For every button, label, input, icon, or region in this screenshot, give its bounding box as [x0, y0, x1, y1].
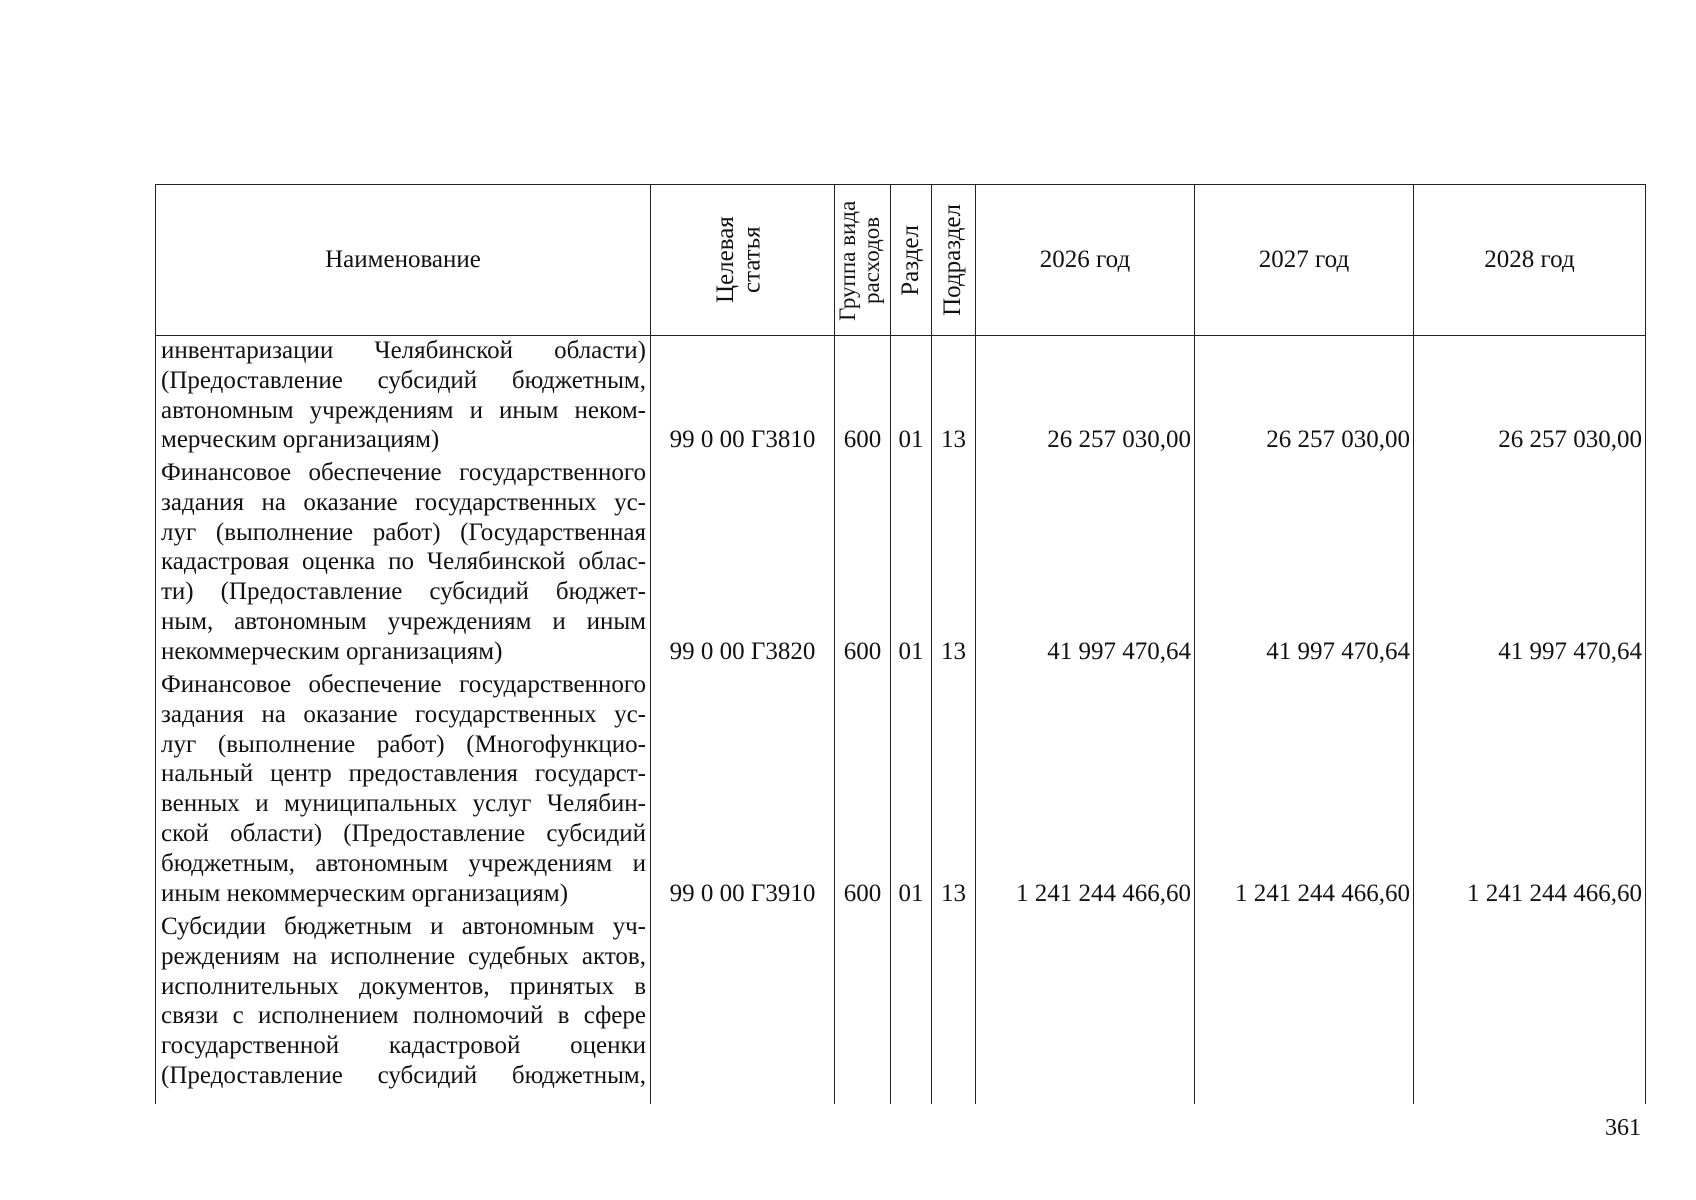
- row-amount-2028: [1414, 912, 1646, 1104]
- name-line: луг (выполнение работ) (Государственная: [161, 518, 646, 546]
- header-year-2028: 2028 год: [1414, 185, 1646, 336]
- row-expense-group: [835, 912, 891, 1104]
- row-section: 01: [891, 670, 932, 912]
- row-amount-2026: 41 997 470,64: [976, 458, 1195, 670]
- name-line: государственной кадастровой оценки: [161, 1032, 646, 1060]
- name-line: кадастровая оценка по Челябинской облас-: [161, 548, 646, 576]
- row-amount-2026: 26 257 030,00: [976, 336, 1195, 459]
- name-line: нальный центр предоставления государст-: [161, 760, 646, 788]
- table-row: [156, 912, 1646, 1104]
- row-amount-2028: 41 997 470,64: [1414, 458, 1646, 670]
- name-line: (Предоставление субсидий бюджетным,: [161, 1061, 646, 1089]
- row-subsection: [932, 912, 976, 1104]
- table-row: [156, 458, 1646, 670]
- header-year-2026: 2026 год: [976, 185, 1195, 336]
- header-year-2027: 2027 год: [1195, 185, 1414, 336]
- row-target-article: [651, 912, 835, 1104]
- name-line: инвентаризации Челябинской области): [161, 337, 646, 364]
- name-line: луг (выполнение работ) (Многофункцио-: [161, 730, 646, 758]
- name-line: ти) (Предоставление субсидий бюджет-: [161, 578, 646, 606]
- row-section: [891, 912, 932, 1104]
- name-line: иным некоммерческим организациям): [161, 879, 569, 907]
- row-amount-2027: 41 997 470,64: [1195, 458, 1414, 670]
- row-name: [156, 458, 651, 670]
- name-line: автономным учреждениям и иным неком-: [161, 396, 646, 424]
- name-line: Субсидии бюджетным и автономным уч-: [161, 913, 646, 940]
- row-name: [156, 912, 651, 1104]
- row-target-article: 99 0 00 Г3910: [651, 670, 835, 912]
- table-row: [156, 670, 1646, 912]
- header-row: [156, 185, 1646, 336]
- row-expense-group: 600: [835, 670, 891, 912]
- name-line: Финансовое обеспечение государственного: [161, 671, 646, 698]
- row-amount-2028: 26 257 030,00: [1414, 336, 1646, 459]
- row-target-article: 99 0 00 Г3820: [651, 458, 835, 670]
- row-name: [156, 336, 651, 459]
- table-row: [156, 336, 1646, 459]
- row-name: [156, 670, 651, 912]
- row-amount-2027: 1 241 244 466,60: [1195, 670, 1414, 912]
- row-expense-group: 600: [835, 458, 891, 670]
- header-name: Наименование: [156, 185, 651, 336]
- header-section: Раздел: [891, 185, 932, 336]
- row-amount-2026: [976, 912, 1195, 1104]
- row-expense-group: 600: [835, 336, 891, 459]
- name-line: венных и муниципальных услуг Челябин-: [161, 790, 646, 818]
- name-line: задания на оказание государственных ус-: [161, 700, 646, 728]
- row-amount-2026: 1 241 244 466,60: [976, 670, 1195, 912]
- name-line: реждениям на исполнение судебных актов,: [161, 942, 646, 970]
- name-line: связи с исполнением полномочий в сфере: [161, 1002, 646, 1030]
- header-target-article: Целевая статья: [651, 185, 835, 336]
- row-amount-2027: 26 257 030,00: [1195, 336, 1414, 459]
- row-amount-2027: [1195, 912, 1414, 1104]
- row-target-article: 99 0 00 Г3810: [651, 336, 835, 459]
- row-subsection: 13: [932, 458, 976, 670]
- row-amount-2028: 1 241 244 466,60: [1414, 670, 1646, 912]
- row-subsection: 13: [932, 336, 976, 459]
- name-line: Финансовое обеспечение государственного: [161, 459, 646, 486]
- name-line: ской области) (Предоставление субсидий: [161, 819, 646, 847]
- name-line: некоммерческим организациям): [161, 637, 503, 665]
- name-line: бюджетным, автономным учреждениям и: [161, 849, 646, 877]
- page-number: 361: [1605, 1115, 1641, 1141]
- row-section: 01: [891, 458, 932, 670]
- name-line: задания на оказание государственных ус-: [161, 488, 646, 516]
- row-section: 01: [891, 336, 932, 459]
- row-subsection: 13: [932, 670, 976, 912]
- name-line: мерческим организациям): [161, 426, 440, 454]
- header-subsection: Подраздел: [932, 185, 976, 336]
- name-line: (Предоставление субсидий бюджетным,: [161, 366, 646, 394]
- name-line: исполнительных документов, принятых в: [161, 972, 646, 1000]
- name-line: ным, автономным учреждениям и иным: [161, 607, 646, 635]
- budget-table: [155, 184, 1646, 1104]
- header-expense-group: Группа вида расходов: [835, 185, 891, 336]
